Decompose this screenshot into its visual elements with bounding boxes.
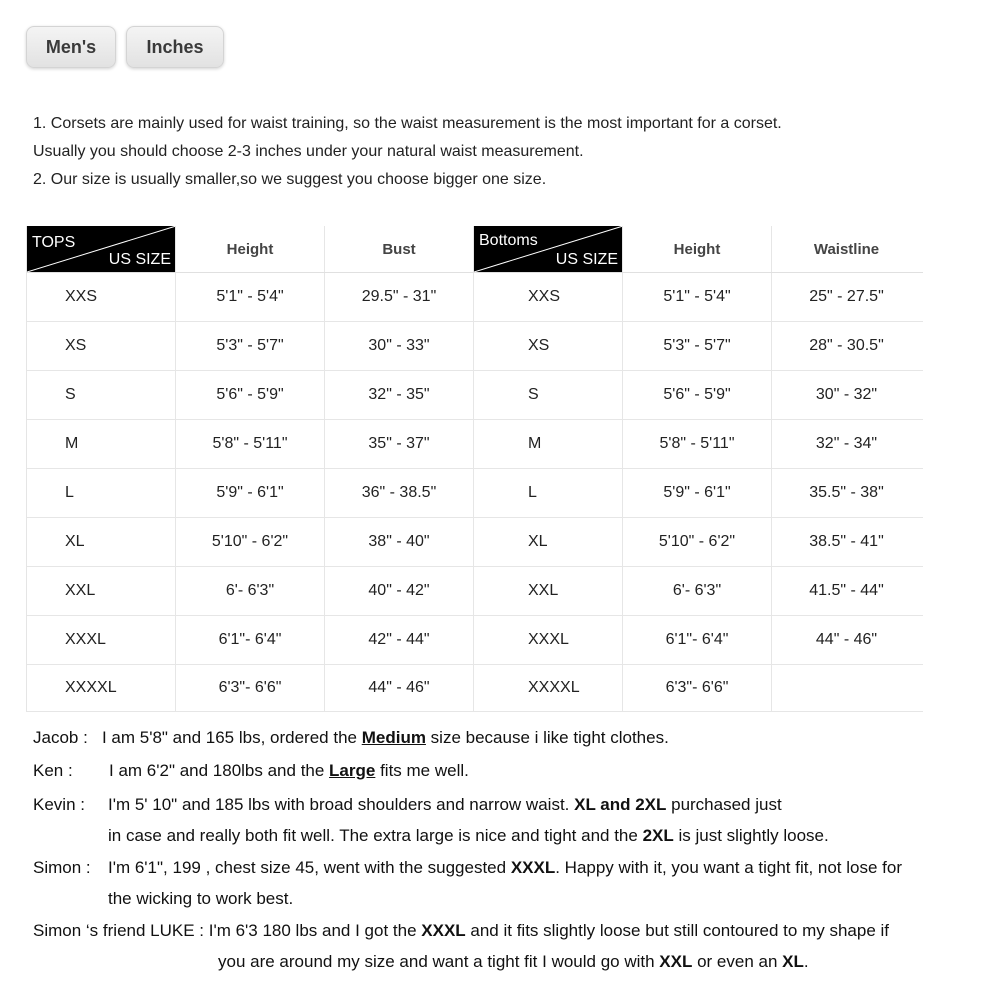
tops-size-cell: XS <box>27 322 176 370</box>
table-row <box>27 616 923 665</box>
tops-height-cell: 5'6" - 5'9" <box>176 371 325 419</box>
review-text: purchased just <box>666 795 782 814</box>
bottoms-size-cell: XL <box>474 518 623 566</box>
review-text: I'm 5' 10" and 185 lbs with broad shoulders and narrow waist. <box>108 795 575 814</box>
review-text: I'm 6'3 180 lbs and I got the <box>204 921 422 940</box>
review-text: . <box>803 952 809 971</box>
bottoms-height-cell: 6'1"- 6'4" <box>623 616 772 664</box>
sizing-notes <box>33 110 782 194</box>
height-header: Height <box>623 226 772 272</box>
review-jacob <box>33 728 669 748</box>
bust-cell: 42" - 44" <box>325 616 474 664</box>
us-size-label: US SIZE <box>108 251 171 268</box>
reviewer-name: Kevin : <box>33 795 85 814</box>
review-text: or even an <box>692 952 783 971</box>
waistline-cell: 32" - 34" <box>815 435 878 452</box>
tops-height-cell: 6'- 6'3" <box>176 567 325 615</box>
note-line: 2. Our size is usually smaller,so we suggest you choose bigger one size. <box>33 171 547 188</box>
review-text: I'm 6'1", 199 , chest size 45, went with the suggested <box>108 858 511 877</box>
bottoms-height-cell: 6'- 6'3" <box>623 567 772 615</box>
unit-tabs <box>26 26 224 68</box>
bottoms-size-cell: XXXXL <box>474 665 623 711</box>
review-text: is just slightly loose. <box>673 826 829 845</box>
bottoms-height-cell: 5'3" - 5'7" <box>623 322 772 370</box>
bust-cell: 30" - 33" <box>325 322 474 370</box>
review-text: size because i like tight clothes. <box>425 728 669 747</box>
table-header-row <box>27 226 923 273</box>
review-text: . Happy with it, you want a tight fit, not lose for <box>555 858 903 877</box>
tops-size-cell: XL <box>27 518 176 566</box>
review-ken <box>33 761 73 781</box>
highlighted-size: XXL <box>659 952 693 971</box>
reviewer-name: Simon : <box>33 858 91 877</box>
bottoms-size-cell: L <box>474 469 623 517</box>
table-row <box>27 273 923 322</box>
bust-cell: 38" - 40" <box>325 518 474 566</box>
waistline-header: Waistline <box>813 240 880 258</box>
bottoms-size-cell: XXS <box>474 273 623 321</box>
us-size-label: US SIZE <box>555 251 618 268</box>
review-kevin <box>33 795 85 815</box>
review-text: fits me well. <box>375 761 469 780</box>
tops-height-cell: 5'9" - 6'1" <box>176 469 325 517</box>
waistline-cell: 35.5" - 38" <box>809 484 884 501</box>
bottoms-label: Bottoms <box>479 232 538 249</box>
tops-size-cell: XXL <box>27 567 176 615</box>
tops-size-cell: XXS <box>27 273 176 321</box>
bottoms-height-cell: 5'10" - 6'2" <box>623 518 772 566</box>
table-row <box>27 469 923 518</box>
waistline-cell: 30" - 32" <box>815 386 878 403</box>
review-ken-text <box>109 761 469 781</box>
waistline-cell <box>772 665 921 711</box>
reviewer-name: Simon ‘s friend LUKE : <box>33 921 205 940</box>
table-row <box>27 567 923 616</box>
bottoms-size-cell: M <box>474 420 623 468</box>
bust-cell: 36" - 38.5" <box>325 469 474 517</box>
table-row <box>27 518 923 567</box>
tops-height-cell: 6'3"- 6'6" <box>176 665 325 711</box>
review-simon-text-line2 <box>108 889 293 909</box>
review-text: the wicking to work best. <box>108 889 294 908</box>
review-simon-text <box>108 858 902 878</box>
note-line: Usually you should choose 2-3 inches under your natural waist measurement. <box>33 143 584 160</box>
review-text: I am 5'8" and 165 lbs, ordered the <box>101 728 362 747</box>
table-row <box>27 420 923 469</box>
tops-label: TOPS <box>32 234 76 251</box>
bottoms-height-cell: 5'9" - 6'1" <box>623 469 772 517</box>
highlighted-size: Large <box>329 761 376 780</box>
table-row <box>27 371 923 420</box>
review-simon <box>33 858 91 878</box>
bust-cell: 40" - 42" <box>325 567 474 615</box>
highlighted-size: XL and 2XL <box>574 795 667 814</box>
tab-inches[interactable]: Inches <box>126 26 224 68</box>
tops-height-cell: 5'1" - 5'4" <box>176 273 325 321</box>
bust-cell: 35" - 37" <box>325 420 474 468</box>
tops-size-cell: XXXXL <box>27 665 176 711</box>
bottoms-height-cell: 5'6" - 5'9" <box>623 371 772 419</box>
size-chart-table <box>26 226 923 712</box>
review-luke-text-line2 <box>218 952 809 972</box>
bottoms-size-cell: XS <box>474 322 623 370</box>
tops-height-cell: 6'1"- 6'4" <box>176 616 325 664</box>
tops-size-cell: M <box>27 420 176 468</box>
bottoms-size-cell: XXL <box>474 567 623 615</box>
review-luke <box>33 921 889 941</box>
bottoms-height-cell: 6'3"- 6'6" <box>623 665 772 711</box>
bust-header: Bust <box>325 226 474 272</box>
bottoms-height-cell: 5'8" - 5'11" <box>623 420 772 468</box>
note-line: 1. Corsets are mainly used for waist training, so the waist measurement is the most important for a corset. <box>33 115 782 132</box>
review-text: and it fits slightly loose but still contoured to my shape if <box>465 921 889 940</box>
waistline-cell: 28" - 30.5" <box>809 337 884 354</box>
highlighted-size: 2XL <box>642 826 674 845</box>
highlighted-size: XL <box>782 952 804 971</box>
reviewer-name: Jacob : <box>33 728 88 747</box>
highlighted-size: XXXL <box>510 858 556 877</box>
table-row <box>27 322 923 371</box>
review-text: I am 6'2" and 180lbs and the <box>109 761 330 780</box>
waistline-cell: 25" - 27.5" <box>809 288 884 305</box>
bottoms-corner-header <box>474 226 623 272</box>
review-kevin-text-line2 <box>108 826 829 846</box>
review-text: in case and really both fit well. The extra large is nice and tight and the <box>108 826 643 845</box>
table-row <box>27 665 923 712</box>
tops-size-cell: S <box>27 371 176 419</box>
bottoms-size-cell: XXXL <box>474 616 623 664</box>
highlighted-size: XXXL <box>421 921 466 940</box>
tab-mens[interactable]: Men's <box>26 26 116 68</box>
reviewer-name: Ken : <box>33 761 73 780</box>
tops-height-cell: 5'8" - 5'11" <box>176 420 325 468</box>
bust-cell: 32" - 35" <box>325 371 474 419</box>
review-text: you are around my size and want a tight fit I would go with <box>218 952 660 971</box>
waistline-cell: 44" - 46" <box>815 631 878 648</box>
tops-height-cell: 5'10" - 6'2" <box>176 518 325 566</box>
waistline-cell: 41.5" - 44" <box>809 582 884 599</box>
bottoms-size-cell: S <box>474 371 623 419</box>
bottoms-height-cell: 5'1" - 5'4" <box>623 273 772 321</box>
waistline-cell: 38.5" - 41" <box>809 533 884 550</box>
height-header: Height <box>176 226 325 272</box>
bust-cell: 29.5" - 31" <box>325 273 474 321</box>
highlighted-size: Medium <box>361 728 426 747</box>
review-kevin-text <box>108 795 782 815</box>
tops-corner-header <box>27 226 176 272</box>
tops-size-cell: XXXL <box>27 616 176 664</box>
tops-size-cell: L <box>27 469 176 517</box>
tops-height-cell: 5'3" - 5'7" <box>176 322 325 370</box>
bust-cell: 44" - 46" <box>325 665 474 711</box>
